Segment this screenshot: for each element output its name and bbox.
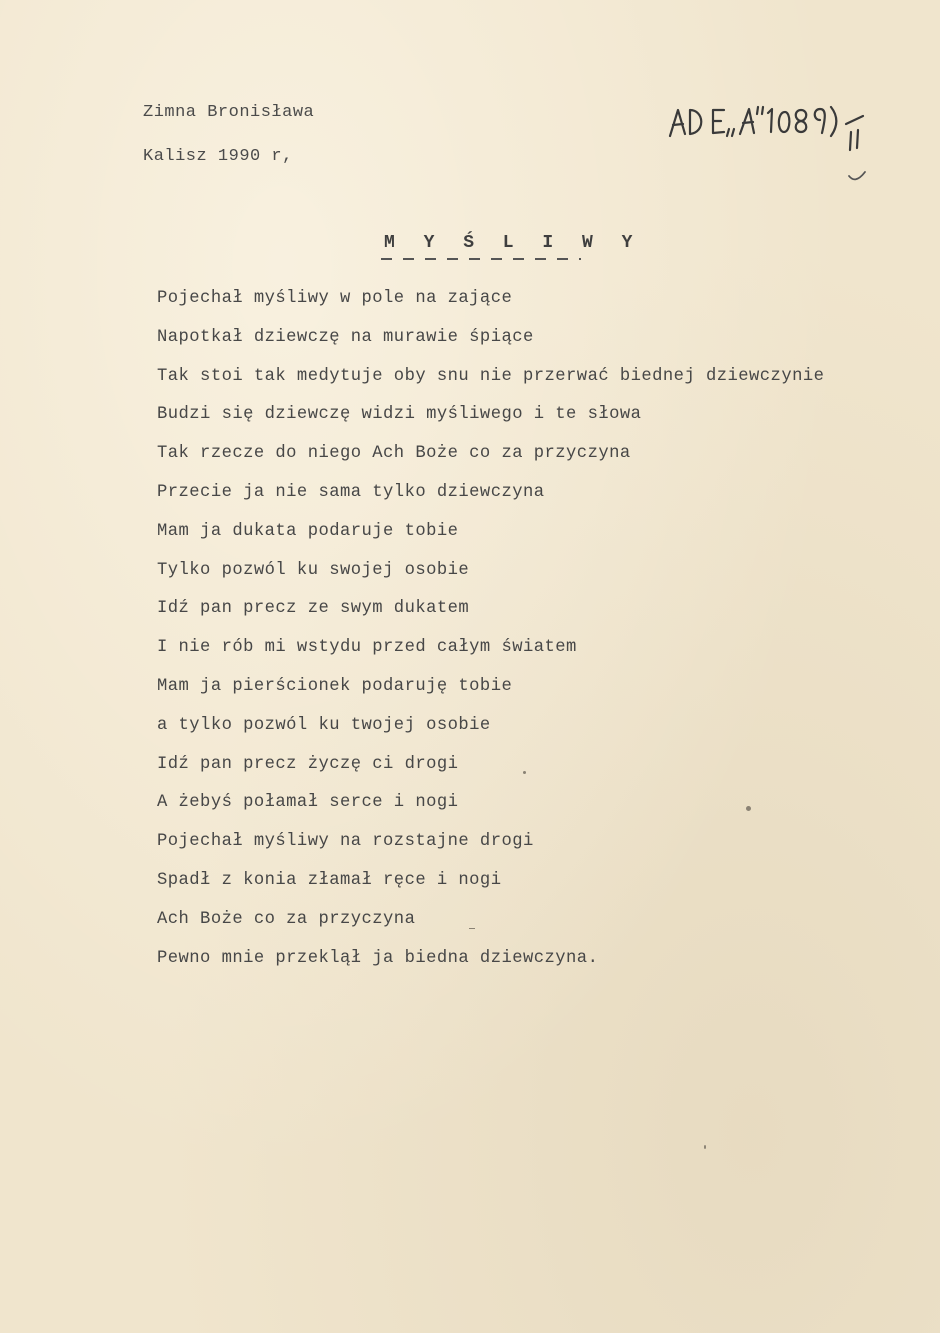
paper-speck: [704, 1145, 706, 1149]
poem-line: Pojechał myśliwy na rozstajne drogi: [157, 832, 534, 852]
poem-line: Mam ja pierścionek podaruję tobie: [157, 676, 513, 696]
poem-line: Tak stoi tak medytuje oby snu nie przerwać biednej dziewczynie: [157, 366, 825, 386]
poem-title: M Y Ś L I W Y: [384, 233, 642, 253]
handwritten-signature-mark: [668, 104, 888, 164]
poem-line: Budzi się dziewczę widzi myśliwego i te słowa: [157, 405, 642, 425]
poem-line: Tak rzecze do niego Ach Boże co za przyczyna: [157, 444, 631, 464]
poem-line: Mam ja dukata podaruje tobie: [157, 521, 459, 541]
paper-speck: [469, 928, 475, 929]
poem-line: A żebyś połamał serce i nogi: [157, 793, 459, 813]
poem-line: Idź pan precz ze swym dukatem: [157, 599, 470, 619]
poem-line: Idź pan precz życzę ci drogi: [157, 754, 459, 774]
poem-line: I nie rób mi wstydu przed całym światem: [157, 638, 577, 658]
author-name: Zimna Bronisława: [143, 103, 315, 122]
poem-line: Spadł z konia złamał ręce i nogi: [157, 870, 502, 890]
paper-speck: [746, 806, 751, 811]
poem-lines: [157, 288, 824, 986]
paper-speck: [523, 771, 526, 774]
poem-line: Napotkał dziewczę na murawie śpiące: [157, 327, 534, 347]
poem-line: Przecie ja nie sama tylko dziewczyna: [157, 482, 545, 502]
poem-line: a tylko pozwól ku twojej osobie: [157, 715, 491, 735]
poem-line: Tylko pozwól ku swojej osobie: [157, 560, 470, 580]
poem-line: Pojechał myśliwy w pole na zające: [157, 289, 513, 308]
check-mark-icon: [847, 170, 867, 184]
poem-line: Ach Boże co za przyczyna: [157, 909, 416, 929]
poem-line: Pewno mnie przeklął ja biedna dziewczyna.: [157, 948, 599, 968]
place-and-date: Kalisz 1990 r,: [143, 147, 293, 166]
archive-signature: [668, 104, 888, 164]
title-dashed-underline: [381, 256, 581, 262]
